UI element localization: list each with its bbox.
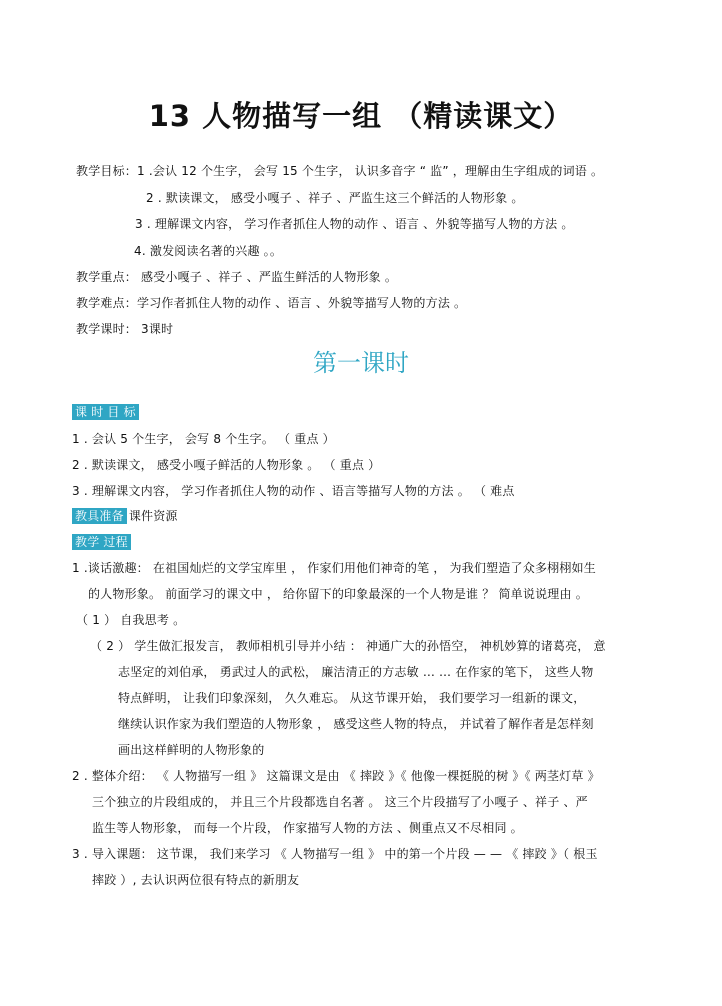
class-hours: 教学课时： 3课时 [76, 322, 174, 336]
process-line: 志坚定的刘伯承， 勇武过人的武松， 廉洁清正的方志敏 … … 在作家的笔下， 这些人物 [118, 665, 594, 679]
process-line: 摔跤 ）, 去认识两位很有特点的新朋友 [92, 873, 300, 887]
objectives-heading [72, 404, 141, 420]
process-line: 2 . 整体介绍： 《 人物描写一组 》 这篇课文是由 《 摔跤 》《 他像一棵挺脱的树 》《 两茎灯草 》 [72, 769, 600, 783]
objective-item: 2 . 默读课文， 感受小嘎子鲜活的人物形象 。 （ 重点 ） [72, 458, 381, 472]
process-line: （ 2 ） 学生做汇报发言， 教师相机引导并小结 ： 神通广大的孙悟空， 神机妙算的诸葛亮， 意 [90, 639, 606, 653]
process-line: （ 1 ） 自我思考 。 [76, 613, 186, 627]
process-line: 监生等人物形象， 而每一个片段， 作家描写人物的方法 、侧重点又不尽相同 。 [92, 821, 523, 835]
objective-item: 3 . 理解课文内容， 学习作者抓住人物的动作 、语言等描写人物的方法 。 （ 难点 [72, 484, 515, 498]
difficult-point: 教学难点：学习作者抓住人物的动作 、语言 、外貌等描写人物的方法 。 [76, 296, 467, 310]
materials-tag: 教具准备 [72, 508, 127, 524]
materials-line [72, 508, 178, 524]
objectives-tag: 课 时 目 标 [72, 404, 139, 420]
process-line: 继续认识作家为我们塑造的人物形象 ， 感受这些人物的特点， 并试着了解作者是怎样刻 [118, 717, 594, 731]
process-line: 3 . 导入课题： 这节课， 我们来学习 《 人物描写一组 》 中的第一个片段 — — 《 摔跤 》（ 根玉 [72, 847, 598, 861]
process-line: 的人物形象。 前面学习的课文中 ， 给你留下的印象最深的一个人物是谁 ？ 简单说说理由 。 [88, 587, 588, 601]
goal-item: 4. 激发阅读名著的兴趣 。。 [134, 244, 283, 258]
objective-item: 1 . 会认 5 个生字， 会写 8 个生字。 （ 重点 ） [72, 432, 335, 446]
process-heading [72, 534, 133, 550]
goals-label: 教学目标： [76, 164, 138, 178]
process-line: 三个独立的片段组成的， 并且三个片段都选自名著 。 这三个片段描写了小嘎子 、祥子 、严 [92, 795, 588, 809]
key-point: 教学重点： 感受小嘎子 、祥子 、严监生鲜活的人物形象 。 [76, 270, 398, 284]
goal-item: 1 .会认 12 个生字， 会写 15 个生字， 认识多音字 “ 监” ，理解由生字组成的词语 。 [137, 164, 604, 178]
materials-text: 课件资源 [128, 509, 178, 523]
process-line: 1 .谈话激趣： 在祖国灿烂的文学宝库里 ， 作家们用他们神奇的笔 ， 为我们塑造了众多栩栩如生 [72, 561, 596, 575]
process-line: 特点鲜明， 让我们印象深刻， 久久难忘。 从这节课开始， 我们要学习一组新的课文， [118, 691, 586, 705]
goals-line-1 [76, 163, 603, 179]
goal-item: 3 . 理解课文内容， 学习作者抓住人物的动作 、语言 、外貌等描写人物的方法 。 [135, 217, 574, 231]
process-tag: 教学 过程 [72, 534, 131, 550]
document-title: 13 人物描写一组 （精读课文） [148, 99, 574, 133]
process-line: 画出这样鲜明的人物形象的 [118, 743, 265, 757]
lesson-title: 第一课时 [313, 349, 409, 377]
goal-item: 2 . 默读课文， 感受小嘎子 、祥子 、严监生这三个鲜活的人物形象 。 [146, 191, 524, 205]
